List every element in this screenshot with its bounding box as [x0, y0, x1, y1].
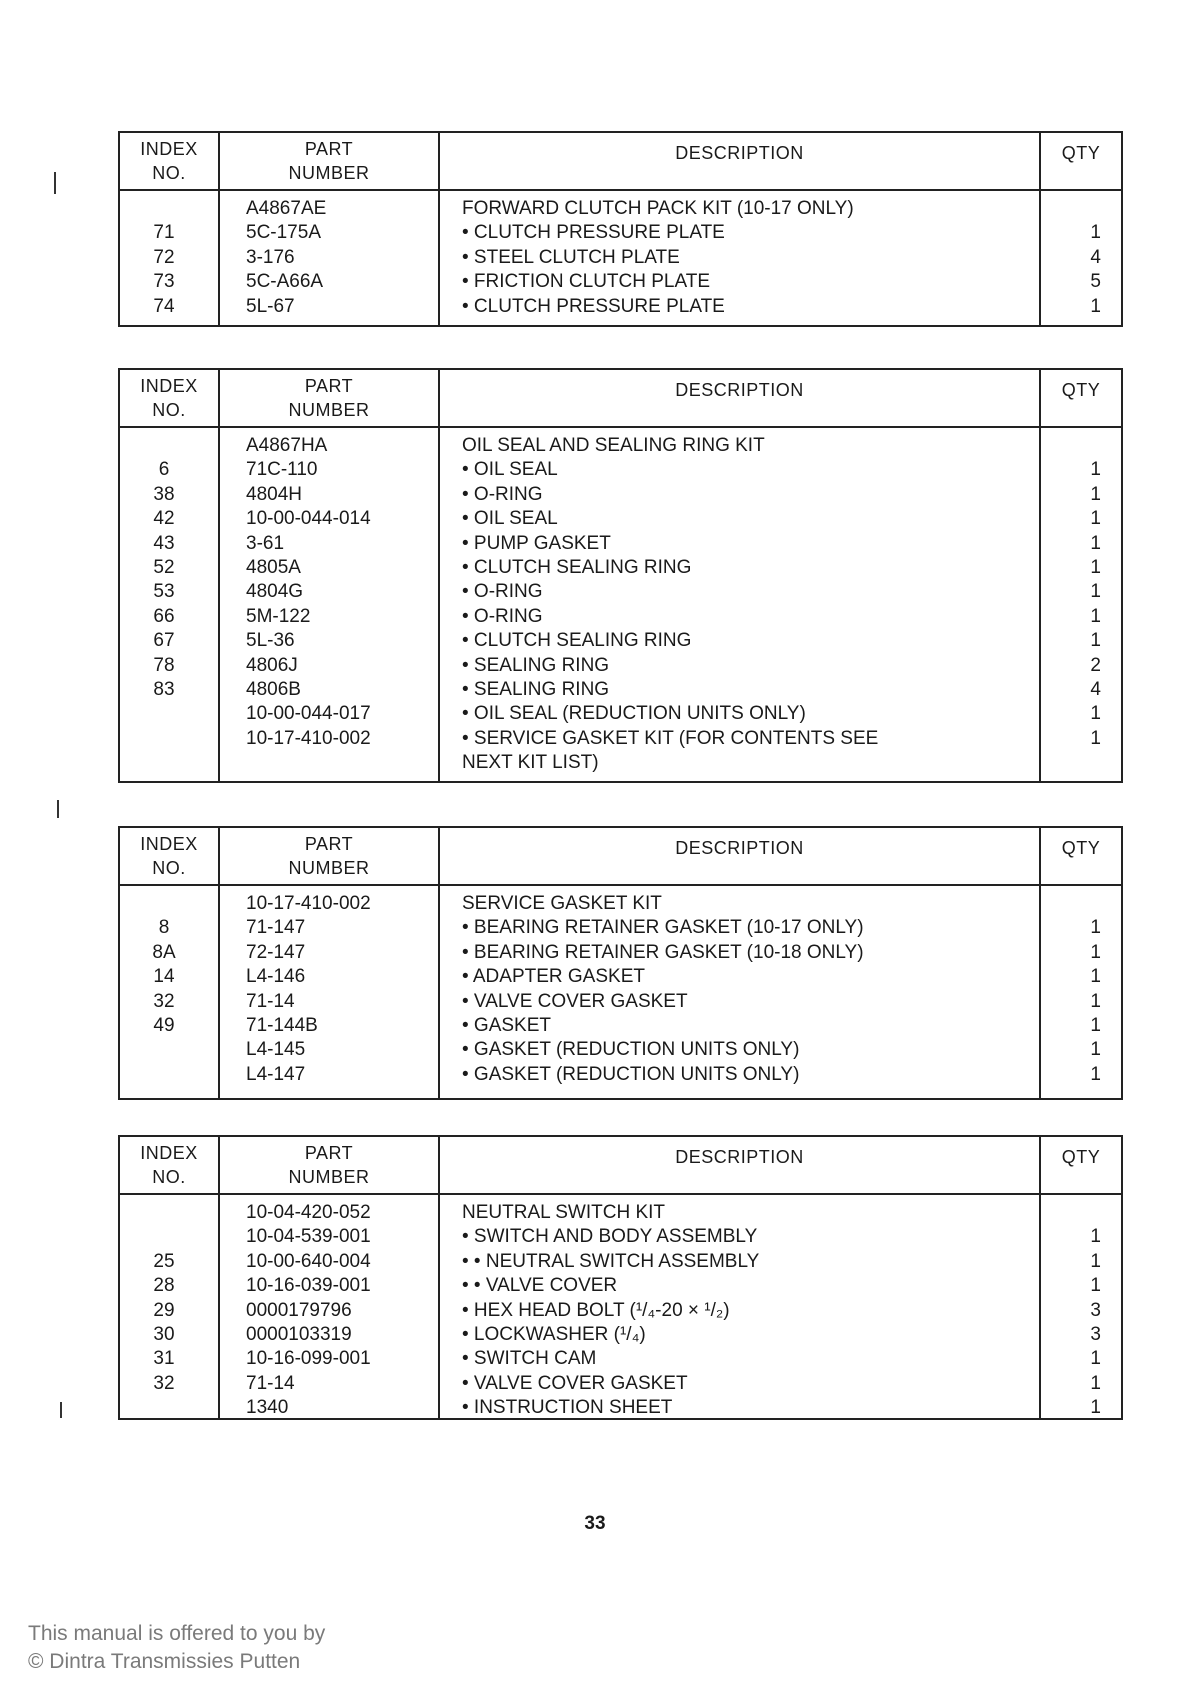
qty-column — [1041, 191, 1121, 325]
table-cell-part: 10-16-099-001 — [246, 1348, 371, 1370]
table-cell-index — [120, 1225, 218, 1249]
header-label: NUMBER — [288, 163, 370, 183]
table-cell-part: 10-17-410-002 — [246, 893, 371, 914]
header-description — [440, 1137, 1041, 1193]
table-cell-desc: • GASKET — [462, 1014, 552, 1036]
header-label: PART — [304, 376, 354, 396]
table-cell-index: 42 — [153, 508, 175, 530]
part-number-column — [220, 886, 440, 1098]
table-cell-qty — [1041, 434, 1121, 458]
table-cell-index — [120, 1201, 218, 1225]
table-cell-qty: 1 — [1090, 1226, 1101, 1248]
table-cell-part: 5L-67 — [246, 295, 295, 317]
table-cell-part: 71-147 — [246, 917, 306, 939]
page-number: 33 — [584, 1513, 606, 1534]
table-cell-part: 5C-175A — [246, 222, 321, 244]
header-qty — [1041, 370, 1121, 426]
header-label: NO. — [152, 1167, 186, 1187]
table-header — [120, 828, 1121, 886]
table-cell-qty: 1 — [1090, 1039, 1101, 1061]
table-cell-part: 4805A — [246, 556, 301, 578]
table-cell-part: 72-147 — [246, 941, 306, 963]
table-cell-part: 10-00-044-017 — [246, 703, 371, 725]
header-label: NUMBER — [288, 858, 370, 878]
table-cell-qty: 1 — [1090, 483, 1101, 505]
table-cell-index: 52 — [153, 556, 175, 578]
description-column — [440, 191, 1041, 325]
parts-table-3 — [118, 826, 1123, 1100]
header-label: INDEX — [140, 834, 198, 854]
header-qty — [1041, 828, 1121, 884]
table-cell-desc: • CLUTCH SEALING RING — [462, 556, 692, 578]
margin-mark — [57, 800, 59, 818]
table-cell-desc: SERVICE GASKET KIT — [462, 893, 662, 914]
header-label: NO. — [152, 163, 186, 183]
header-label: DESCRIPTION — [675, 380, 804, 400]
table-cell-qty: 2 — [1090, 654, 1101, 676]
table-cell-part: A4867AE — [246, 198, 327, 219]
table-cell-desc: • SERVICE GASKET KIT (FOR CONTENTS SEE — [462, 727, 879, 749]
table-cell-qty: 1 — [1090, 703, 1101, 725]
header-label: PART — [304, 139, 354, 159]
footer-line-1: This manual is offered to you by — [28, 1622, 326, 1645]
table-cell-desc: • HEX HEAD BOLT (¹/₄-20 × ¹/₂) — [462, 1299, 730, 1321]
table-body — [120, 886, 1121, 1098]
table-cell-desc: • O-RING — [462, 581, 543, 603]
table-cell-index: 66 — [153, 605, 175, 627]
table-cell-desc: • SWITCH AND BODY ASSEMBLY — [462, 1226, 758, 1248]
table-cell-desc: • GASKET (REDUCTION UNITS ONLY) — [462, 1039, 800, 1061]
header-label: DESCRIPTION — [675, 838, 804, 858]
table-cell-part: 71-144B — [246, 1014, 318, 1036]
table-cell-index: 32 — [153, 990, 175, 1012]
table-cell-qty: 1 — [1090, 727, 1101, 749]
header-description — [440, 370, 1041, 426]
table-cell-desc: NEXT KIT LIST) — [462, 752, 599, 774]
table-cell-desc: • OIL SEAL — [462, 459, 558, 481]
header-qty — [1041, 1137, 1121, 1193]
table-cell-qty: 1 — [1090, 1250, 1101, 1272]
table-cell-qty: 1 — [1090, 1348, 1101, 1370]
header-description — [440, 133, 1041, 189]
table-cell-index: 38 — [153, 483, 175, 505]
table-cell-index: 78 — [153, 654, 175, 676]
table-cell-qty: 1 — [1090, 295, 1101, 317]
table-cell-qty: 1 — [1090, 222, 1101, 244]
table-cell-index: 53 — [153, 581, 175, 603]
table-cell-qty — [1041, 751, 1121, 775]
table-cell-qty: 1 — [1090, 605, 1101, 627]
table-cell-qty: 1 — [1090, 1275, 1101, 1297]
table-cell-qty: 5 — [1090, 271, 1101, 293]
table-cell-qty: 3 — [1090, 1299, 1101, 1321]
table-cell-index: 32 — [153, 1372, 175, 1394]
table-cell-qty: 1 — [1090, 581, 1101, 603]
table-cell-desc: • SEALING RING — [462, 654, 610, 676]
header-label: NUMBER — [288, 400, 370, 420]
table-cell-desc: • BEARING RETAINER GASKET (10-17 ONLY) — [462, 917, 864, 939]
header-label: PART — [304, 834, 354, 854]
header-label: DESCRIPTION — [675, 143, 804, 163]
table-cell-qty: 1 — [1090, 1372, 1101, 1394]
table-cell-part: 0000179796 — [246, 1299, 352, 1321]
table-cell-qty: 1 — [1090, 990, 1101, 1012]
header-index — [120, 828, 220, 884]
table-cell-desc: • • NEUTRAL SWITCH ASSEMBLY — [462, 1250, 760, 1272]
table-cell-index: 8 — [158, 917, 170, 939]
header-qty — [1041, 133, 1121, 189]
table-cell-desc: • LOCKWASHER (¹/₄) — [462, 1323, 646, 1345]
table-cell-qty: 1 — [1090, 1397, 1101, 1419]
table-header — [120, 1137, 1121, 1195]
table-cell-index — [120, 751, 218, 775]
table-cell-qty: 1 — [1090, 941, 1101, 963]
table-cell-index: 73 — [153, 271, 175, 293]
table-cell-index: 74 — [153, 295, 175, 317]
table-cell-desc: • INSTRUCTION SHEET — [462, 1397, 673, 1419]
table-cell-part: 10-00-640-004 — [246, 1250, 371, 1272]
table-cell-desc: • SEALING RING — [462, 678, 610, 700]
qty-column — [1041, 428, 1121, 781]
table-cell-desc: • CLUTCH SEALING RING — [462, 630, 692, 652]
table-header — [120, 133, 1121, 191]
part-number-column — [220, 1195, 440, 1418]
table-cell-part: 71-14 — [246, 990, 295, 1012]
table-cell-part: 5M-122 — [246, 605, 311, 627]
qty-column — [1041, 886, 1121, 1098]
header-part-number — [220, 1137, 440, 1193]
table-cell-index: 49 — [153, 1014, 175, 1036]
table-cell-part: 4804G — [246, 581, 304, 603]
header-label: QTY — [1061, 838, 1101, 858]
table-cell-part: 3-61 — [246, 532, 285, 554]
table-body — [120, 1195, 1121, 1418]
table-cell-qty: 1 — [1090, 532, 1101, 554]
table-cell-desc: • GASKET (REDUCTION UNITS ONLY) — [462, 1063, 800, 1085]
table-cell-qty: 1 — [1090, 459, 1101, 481]
table-cell-part: 71-14 — [246, 1372, 295, 1394]
table-cell-desc: • OIL SEAL — [462, 508, 558, 530]
table-cell-desc: • O-RING — [462, 483, 543, 505]
table-body — [120, 191, 1121, 325]
header-label: QTY — [1061, 380, 1101, 400]
table-cell-desc: • CLUTCH PRESSURE PLATE — [462, 295, 725, 317]
table-cell-part: 5L-36 — [246, 630, 295, 652]
header-index — [120, 133, 220, 189]
table-cell-qty — [1041, 197, 1121, 221]
table-cell-index: 8A — [152, 941, 176, 963]
table-cell-index — [120, 1038, 218, 1062]
table-cell-index: 71 — [153, 222, 175, 244]
table-cell-desc: • VALVE COVER GASKET — [462, 1372, 688, 1394]
table-cell-qty: 1 — [1090, 556, 1101, 578]
margin-mark — [54, 172, 56, 194]
table-cell-desc: • PUMP GASKET — [462, 532, 611, 554]
header-label: INDEX — [140, 1143, 198, 1163]
part-number-column — [220, 191, 440, 325]
table-cell-part: 71C-110 — [246, 459, 318, 481]
table-cell-part: L4-147 — [246, 1063, 306, 1085]
header-description — [440, 828, 1041, 884]
parts-table-1 — [118, 131, 1123, 327]
header-part-number — [220, 828, 440, 884]
table-cell-part: 10-16-039-001 — [246, 1275, 371, 1297]
header-label: NO. — [152, 858, 186, 878]
table-cell-index — [120, 434, 218, 458]
table-cell-index: 14 — [153, 966, 175, 988]
table-cell-desc: • BEARING RETAINER GASKET (10-18 ONLY) — [462, 941, 864, 963]
qty-column — [1041, 1195, 1121, 1418]
margin-mark — [60, 1402, 62, 1418]
header-label: INDEX — [140, 376, 198, 396]
table-cell-index: 25 — [153, 1250, 175, 1272]
table-cell-index: 29 — [153, 1299, 175, 1321]
table-cell-desc: FORWARD CLUTCH PACK KIT (10-17 ONLY) — [462, 198, 854, 219]
description-column — [440, 428, 1041, 781]
table-header — [120, 370, 1121, 428]
table-cell-part: 10-17-410-002 — [246, 727, 371, 749]
table-cell-part: A4867HA — [246, 435, 328, 456]
table-cell-desc: NEUTRAL SWITCH KIT — [462, 1202, 666, 1223]
table-cell-qty: 1 — [1090, 1014, 1101, 1036]
header-label: QTY — [1061, 143, 1101, 163]
table-cell-index: 30 — [153, 1323, 175, 1345]
table-cell-index — [120, 1396, 218, 1420]
table-cell-part: 4806J — [246, 654, 298, 676]
header-index — [120, 370, 220, 426]
table-cell-desc: • OIL SEAL (REDUCTION UNITS ONLY) — [462, 703, 806, 725]
table-cell-qty: 1 — [1090, 630, 1101, 652]
table-cell-qty: 1 — [1090, 966, 1101, 988]
part-number-column — [220, 428, 440, 781]
table-cell-qty: 1 — [1090, 508, 1101, 530]
table-cell-desc: • • VALVE COVER — [462, 1275, 618, 1297]
table-cell-part — [220, 751, 438, 775]
index-column — [120, 191, 220, 325]
table-cell-part: L4-145 — [246, 1039, 306, 1061]
table-cell-index: 31 — [153, 1348, 175, 1370]
table-cell-part: 10-00-044-014 — [246, 508, 371, 530]
table-cell-desc: OIL SEAL AND SEALING RING KIT — [462, 435, 765, 456]
header-label: NO. — [152, 400, 186, 420]
table-cell-part: 3-176 — [246, 246, 295, 268]
footer-line-2: © Dintra Transmissies Putten — [28, 1650, 301, 1673]
table-cell-part: 1340 — [246, 1397, 289, 1419]
table-cell-qty: 1 — [1090, 917, 1101, 939]
index-column — [120, 1195, 220, 1418]
table-cell-part: 0000103319 — [246, 1323, 352, 1345]
table-cell-desc: • FRICTION CLUTCH PLATE — [462, 271, 711, 293]
footer — [28, 1620, 325, 1676]
index-column — [120, 886, 220, 1098]
table-cell-index — [120, 702, 218, 726]
parts-table-2 — [118, 368, 1123, 783]
header-label: QTY — [1061, 1147, 1101, 1167]
table-cell-part: 4806B — [246, 678, 301, 700]
table-cell-qty: 4 — [1090, 246, 1101, 268]
header-label: NUMBER — [288, 1167, 370, 1187]
table-cell-desc: • CLUTCH PRESSURE PLATE — [462, 222, 725, 244]
description-column — [440, 1195, 1041, 1418]
table-cell-part: 5C-A66A — [246, 271, 324, 293]
table-cell-qty: 1 — [1090, 1063, 1101, 1085]
table-cell-index — [120, 892, 218, 916]
table-cell-qty — [1041, 1201, 1121, 1225]
header-label: INDEX — [140, 139, 198, 159]
header-part-number — [220, 370, 440, 426]
table-cell-qty: 4 — [1090, 678, 1101, 700]
table-cell-part: 10-04-539-001 — [246, 1226, 371, 1248]
description-column — [440, 886, 1041, 1098]
table-cell-part: 10-04-420-052 — [246, 1202, 371, 1223]
table-cell-index: 6 — [158, 459, 170, 481]
table-cell-desc: • SWITCH CAM — [462, 1348, 597, 1370]
table-cell-desc: • ADAPTER GASKET — [462, 966, 645, 988]
header-label: DESCRIPTION — [675, 1147, 804, 1167]
header-label: PART — [304, 1143, 354, 1163]
table-cell-index: 83 — [153, 678, 175, 700]
table-cell-desc: • O-RING — [462, 605, 543, 627]
header-index — [120, 1137, 220, 1193]
table-cell-qty: 3 — [1090, 1323, 1101, 1345]
table-cell-desc: • VALVE COVER GASKET — [462, 990, 688, 1012]
table-cell-part: L4-146 — [246, 966, 306, 988]
table-cell-part: 4804H — [246, 483, 302, 505]
table-cell-index — [120, 197, 218, 221]
table-body — [120, 428, 1121, 781]
header-part-number — [220, 133, 440, 189]
table-cell-index: 43 — [153, 532, 175, 554]
table-cell-qty — [1041, 892, 1121, 916]
table-cell-index: 67 — [153, 630, 175, 652]
table-cell-index — [120, 727, 218, 751]
index-column — [120, 428, 220, 781]
table-cell-index: 28 — [153, 1275, 175, 1297]
table-cell-index — [120, 1063, 218, 1087]
table-cell-index: 72 — [153, 246, 175, 268]
table-cell-desc: • STEEL CLUTCH PLATE — [462, 246, 680, 268]
parts-table-4 — [118, 1135, 1123, 1420]
